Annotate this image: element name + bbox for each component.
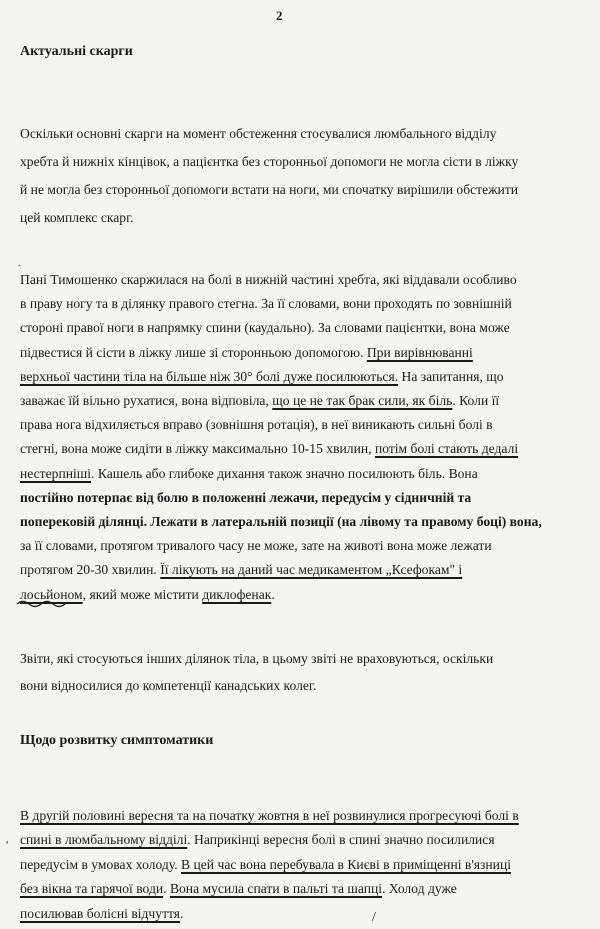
text-line bbox=[20, 853, 590, 877]
underlined-segment: При вирівнюванні bbox=[366, 344, 473, 360]
text-segment: заважає їй вільно рухатися, вона відповіла, bbox=[20, 393, 273, 409]
intro-line: й не могла без сторонньої допомоги встати на ноги, ми спочатку вирішили обстежити bbox=[20, 182, 519, 197]
intro-line: цей комплекс скарг. bbox=[20, 210, 134, 225]
stray-mark: . bbox=[18, 258, 21, 269]
text-segment: . Наприкінці вересня болі в спині значно посилилися bbox=[187, 832, 495, 848]
pen-mark: / bbox=[372, 910, 376, 925]
underlined-segment: верхньої частини тіла на більше ніж 30° болі дуже посилюються. bbox=[20, 368, 399, 384]
text-segment: підвестися й сісти в ліжку лише зі сторонньою допомогою. bbox=[20, 344, 367, 360]
text-line bbox=[20, 558, 590, 582]
text-line-bold: поперековій ділянці. Лежати в латеральній позиції (на лівому та правому боці) вона, bbox=[20, 514, 542, 530]
reports-paragraph bbox=[20, 645, 590, 699]
text-line bbox=[20, 462, 590, 486]
text-line bbox=[20, 583, 590, 607]
text-line bbox=[20, 365, 590, 389]
text-segment: На запитання, що bbox=[398, 368, 504, 384]
intro-line: Оскільки основні скарги на момент обстеження стосувалися люмбального відділу bbox=[20, 126, 497, 141]
section-heading-complaints: Актуальні скарги bbox=[20, 44, 133, 59]
text-segment: протягом 20-30 хвилин. bbox=[20, 562, 161, 578]
text-segment: . Коли її bbox=[452, 393, 500, 409]
section-heading-symptoms: Щодо розвитку симптоматики bbox=[20, 733, 214, 748]
text-segment: . bbox=[180, 905, 184, 921]
development-paragraph bbox=[20, 804, 590, 926]
margin-mark: ʹ bbox=[6, 838, 9, 852]
underlined-segment: без вікна та гарячої води bbox=[20, 881, 164, 897]
complaints-paragraph bbox=[20, 268, 590, 607]
underlined-segment: що це не так брак сили, як біль bbox=[272, 393, 453, 409]
underlined-segment: лосьйоном bbox=[20, 586, 83, 602]
text-segment: стегні, вона може сидіти в ліжку максимально 10-15 хвилин, bbox=[20, 441, 375, 457]
handwritten-squiggle bbox=[15, 598, 75, 608]
text-segment: передусім в умовах холоду. bbox=[20, 856, 182, 872]
text-line: права нога відхиляється вправо (зовнішня ротація), в неї виникають сильні болі в bbox=[20, 417, 493, 433]
underlined-segment: Вона мусила спати в пальті та шапці bbox=[169, 881, 383, 897]
text-line bbox=[20, 877, 590, 901]
underlined-line: В другій половині вересня та на початку жовтня в неї розвинулися прогресуючі болі в bbox=[20, 808, 519, 823]
text-segment: . Кашель або глибоке дихання також значно посилюють біль. Вона bbox=[91, 465, 478, 481]
text-line bbox=[20, 828, 590, 852]
text-line: Пані Тимошенко скаржилася на болі в нижній частині хребта, які віддавали особливо bbox=[20, 272, 517, 287]
text-line: в праву ногу та в ділянку правого стегна. За її словами, вони проходять по зовнішній bbox=[20, 296, 512, 312]
text-line-bold: постійно потерпає від болю в положенні лежачи, передусім у сідничній та bbox=[20, 489, 472, 505]
text-line bbox=[20, 341, 590, 365]
underlined-segment: диклофенак bbox=[202, 586, 272, 602]
text-segment: . bbox=[271, 586, 275, 602]
text-line: вони відносилися до компетенції канадських колег. bbox=[20, 678, 317, 693]
underlined-segment: В цей час вона перебувала в Києві в приміщенні в'язниці bbox=[181, 856, 511, 872]
page-number: 2 bbox=[276, 8, 283, 23]
text-line: за її словами, протягом тривалого часу не може, зате на животі вона може лежати bbox=[20, 538, 492, 554]
text-line bbox=[20, 389, 590, 413]
text-line: Звіти, які стосуються інших ділянок тіла, в цьому звіті не враховуються, оскільки bbox=[20, 651, 494, 666]
underlined-segment: посилював болісні відчуття bbox=[20, 905, 181, 921]
underlined-segment: потім болі стають дедалі bbox=[374, 441, 519, 457]
text-line: стороні правої ноги в напрямку спини (каудально). За словами пацієнтки, вона може bbox=[20, 320, 510, 336]
text-line bbox=[20, 437, 590, 461]
underlined-segment: нестерпніші bbox=[20, 465, 92, 481]
text-segment: , який може містити bbox=[82, 586, 203, 602]
intro-paragraph bbox=[20, 120, 590, 232]
intro-line: хребта й нижніх кінцівок, а пацієнтка без сторонньої допомоги не могла сісти в ліжку bbox=[20, 154, 519, 169]
text-segment: . bbox=[163, 881, 170, 897]
text-line bbox=[20, 902, 590, 926]
underlined-segment: Її лікують на даний час медикаментом „Ксефокам" і bbox=[160, 562, 463, 578]
underlined-segment: спині в люмбальному відділі bbox=[20, 832, 188, 848]
text-segment: . Холод дуже bbox=[382, 881, 457, 897]
